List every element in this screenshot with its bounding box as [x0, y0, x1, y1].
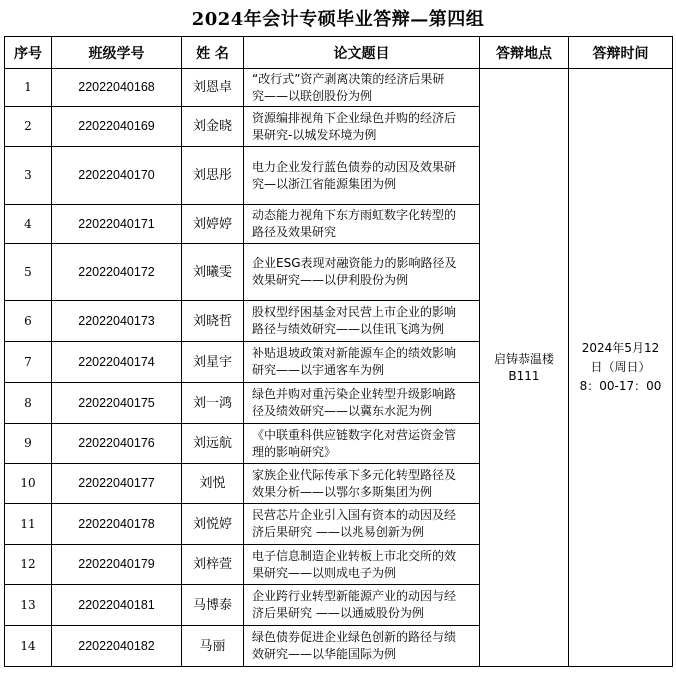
row-topic [244, 504, 480, 545]
row-class-id: 22022040176 [52, 424, 182, 464]
topic-line: 绿色债券促进企业绿色创新的路径与绩 [252, 630, 457, 644]
row-topic [244, 244, 480, 301]
topic-line: 效果研究——以伊利股份为例 [252, 273, 409, 287]
topic-line: 路径与绩效研究——以佳讯飞鸿为例 [252, 322, 445, 336]
row-seq: 8 [5, 383, 52, 424]
topic-line: 补贴退坡政策对新能源车企的绩效影响 [252, 346, 457, 360]
row-class-id: 22022040169 [52, 107, 182, 147]
row-name: 刘思彤 [182, 147, 244, 205]
row-class-id: 22022040174 [52, 342, 182, 383]
row-seq: 13 [5, 585, 52, 626]
topic-line: 效研究——以华能国际为例 [252, 647, 397, 661]
row-topic [244, 107, 480, 147]
topic-line: 《中联重科供应链数字化对营运资金管 [252, 427, 457, 442]
topic-line: 动态能力视角下东方雨虹数字化转型的 [252, 208, 457, 222]
row-name: 刘远航 [182, 424, 244, 464]
topic-line: 果研究——以则成电子为例 [252, 565, 397, 580]
row-name: 马博泰 [182, 585, 244, 626]
topic-line: 企业ESG表现对融资能力的影响路径及 [252, 256, 457, 270]
row-class-id: 22022040172 [52, 244, 182, 301]
row-class-id: 22022040181 [52, 585, 182, 626]
row-class-id: 22022040168 [52, 69, 182, 107]
row-topic [244, 69, 480, 107]
row-name: 刘星宇 [182, 342, 244, 383]
row-name: 刘悦婷 [182, 504, 244, 545]
row-topic [244, 147, 480, 205]
row-seq: 9 [5, 424, 52, 464]
row-class-id: 22022040182 [52, 626, 182, 667]
row-seq: 5 [5, 244, 52, 301]
topic-line: 民营芯片企业引入国有资本的动因及经 [252, 508, 457, 522]
topic-line: 究——以联创股份为例 [252, 88, 373, 103]
row-class-id: 22022040170 [52, 147, 182, 205]
header-time: 答辩时间 [569, 37, 673, 69]
row-topic [244, 545, 480, 585]
row-seq: 6 [5, 301, 52, 342]
header-place: 答辩地点 [480, 37, 569, 69]
row-seq: 11 [5, 504, 52, 545]
row-class-id: 22022040175 [52, 383, 182, 424]
topic-line: 济后果研究 ——以通威股份为例 [252, 606, 424, 620]
row-name: 刘曦雯 [182, 244, 244, 301]
topic-line: 企业跨行业转型新能源产业的动因与经 [252, 589, 457, 603]
row-topic [244, 464, 480, 504]
row-topic [244, 585, 480, 626]
header-seq: 序号 [5, 37, 52, 69]
row-name: 刘金晓 [182, 107, 244, 147]
row-topic [244, 342, 480, 383]
defense-place: 启铸恭温楼B111 [480, 69, 569, 667]
header-topic: 论文题目 [244, 37, 480, 69]
row-topic [244, 301, 480, 342]
defense-time-line: 8：00-17：00 [579, 379, 662, 393]
table-row [5, 69, 673, 107]
defense-time-line: 2024年5月12 [581, 341, 660, 355]
row-class-id: 22022040171 [52, 205, 182, 244]
row-class-id: 22022040177 [52, 464, 182, 504]
row-seq: 10 [5, 464, 52, 504]
topic-line: 电子信息制造企业转板上市北交所的效 [252, 548, 457, 563]
topic-line: 家族企业代际传承下多元化转型路径及 [252, 467, 457, 482]
row-topic [244, 205, 480, 244]
header-class-id: 班级学号 [52, 37, 182, 69]
defense-time-line: 日（周日） [590, 360, 651, 374]
topic-line: 理的影响研究》 [252, 444, 337, 459]
page-title: 2024年会计专硕毕业答辩—第四组 [191, 9, 485, 30]
row-seq: 7 [5, 342, 52, 383]
row-class-id: 22022040178 [52, 504, 182, 545]
topic-line: 路径及效果研究 [252, 225, 337, 239]
topic-line: 究—以浙江省能源集团为例 [252, 176, 397, 191]
row-name: 刘一鸿 [182, 383, 244, 424]
topic-line: 效果分析——以鄂尔多斯集团为例 [252, 484, 433, 499]
row-seq: 14 [5, 626, 52, 667]
topic-line: 济后果研究 ——以兆易创新为例 [252, 525, 424, 539]
table-header-row [5, 37, 673, 69]
row-seq: 3 [5, 147, 52, 205]
row-seq: 1 [5, 69, 52, 107]
row-name: 刘悦 [182, 464, 244, 504]
defense-schedule-table [4, 36, 673, 667]
topic-line: 研究——以宇通客车为例 [252, 363, 385, 377]
topic-line: 电力企业发行蓝色债券的动因及效果研 [252, 159, 457, 174]
defense-time [569, 69, 673, 667]
row-seq: 4 [5, 205, 52, 244]
topic-line: 绿色并购对重污染企业转型升级影响路 [252, 387, 457, 401]
row-class-id: 22022040173 [52, 301, 182, 342]
row-name: 刘晓哲 [182, 301, 244, 342]
topic-line: 资源编排视角下企业绿色并购的经济后 [252, 110, 457, 125]
row-name: 刘恩卓 [182, 69, 244, 107]
row-topic [244, 626, 480, 667]
topic-line: 径及绩效研究——以冀东水泥为例 [252, 404, 433, 418]
topic-line: 果研究-以城发环境为例 [252, 127, 377, 142]
row-class-id: 22022040179 [52, 545, 182, 585]
row-seq: 12 [5, 545, 52, 585]
row-seq: 2 [5, 107, 52, 147]
header-name: 姓 名 [182, 37, 244, 69]
row-name: 刘婷婷 [182, 205, 244, 244]
row-topic [244, 383, 480, 424]
row-name: 马丽 [182, 626, 244, 667]
row-name: 刘梓萱 [182, 545, 244, 585]
topic-line: “改行式”资产剥离决策的经济后果研 [252, 71, 445, 86]
row-topic [244, 424, 480, 464]
topic-line: 股权型纾困基金对民营上市企业的影响 [252, 305, 457, 319]
